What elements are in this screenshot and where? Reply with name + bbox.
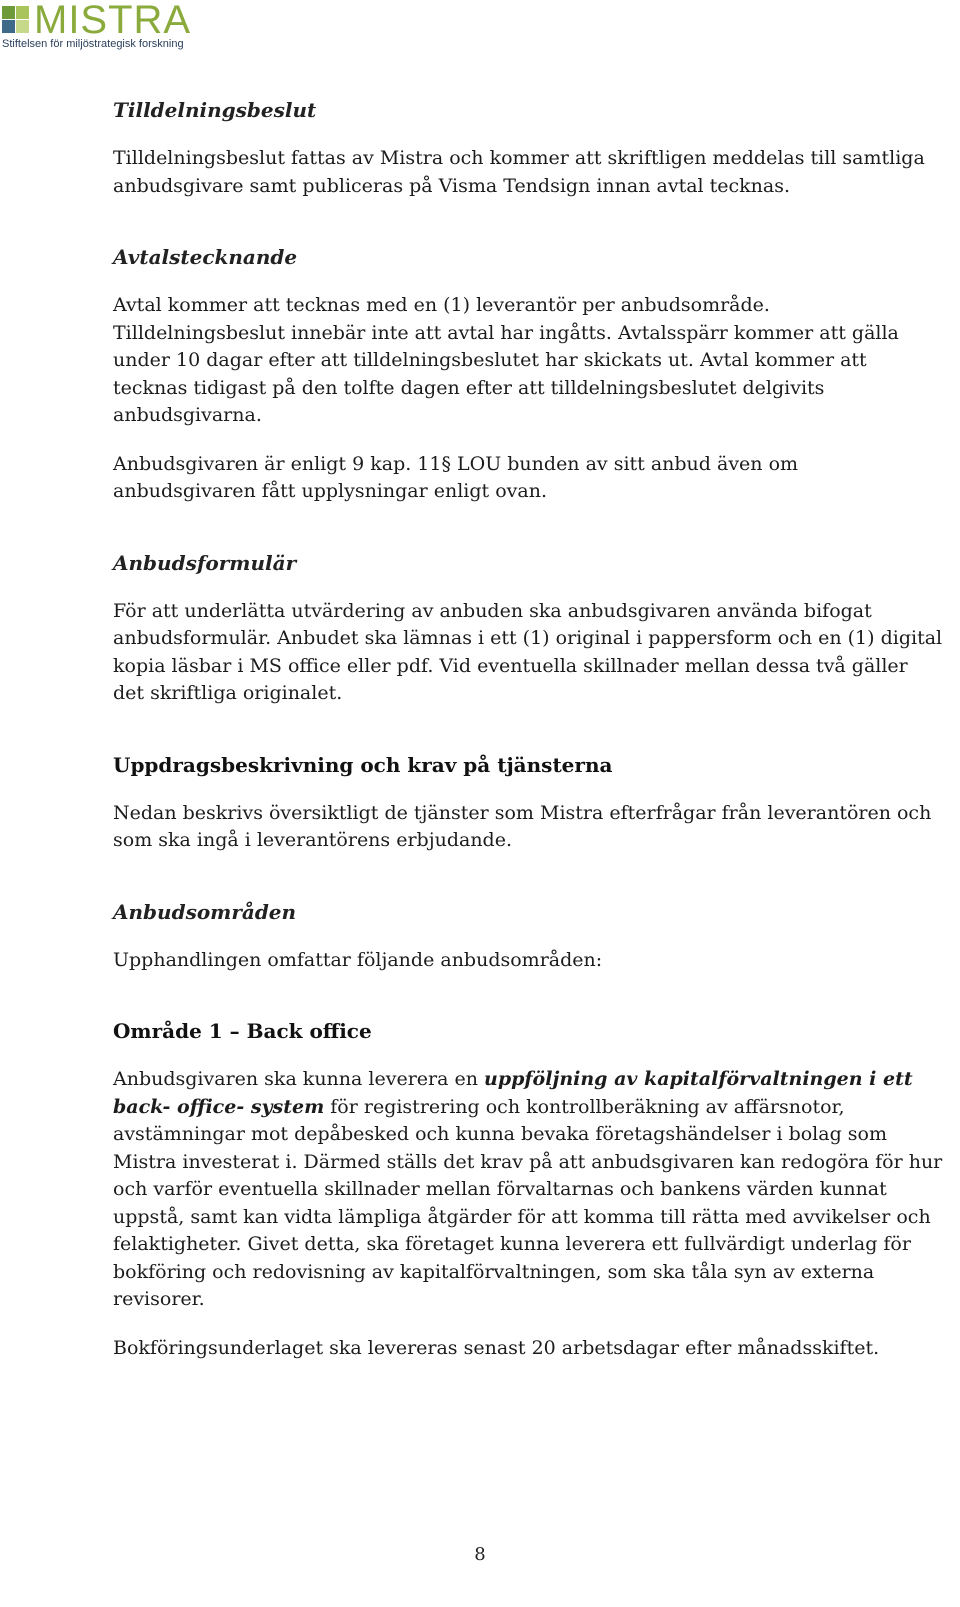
heading-omrade-1: Område 1 – Back office [113, 1019, 372, 1043]
heading-uppdragsbeskrivning: Uppdragsbeskrivning och krav på tjänsterna [113, 752, 613, 777]
mistra-logo [0, 0, 200, 56]
heading-anbudsomraden: Anbudsområden [113, 899, 297, 924]
paragraph-anbudsformular: För att underlätta utvärdering av anbuden ska anbudsgivaren använda bifogat anbudsformulär. Anbudet ska lämnas i ett (1) original i pappersform och en (1) digital kopia läsbar i MS office eller pdf. Vid eventuella skillnader mellan dessa två gäller det skriftliga originalet. [113, 599, 943, 704]
paragraph-tilldelningsbeslut: Tilldelningsbeslut fattas av Mistra och kommer att skriftligen meddelas till samtliga anbudsgivare samt publiceras på Visma Tendsign innan avtal tecknas. [113, 147, 925, 197]
paragraph-omrade-1-lead: Anbudsgivaren ska kunna leverera en [113, 1068, 484, 1090]
document-body [113, 96, 943, 1362]
paragraph-anbudsomraden: Upphandlingen omfattar följande anbudsområden: [113, 948, 603, 971]
paragraph-omrade-1-emphasis: uppföljning av kapitalförvaltningen i ett back- office- system [113, 1068, 913, 1118]
paragraph-avtalstecknande-1: Avtal kommer att tecknas med en (1) leverantör per anbudsområde. Tilldelningsbeslut innebär inte att avtal har ingåtts. Avtalsspärr kommer att gälla under 10 dagar efter att tilldelningsbeslutet har skickats ut. Avtal kommer att tecknas tidigast på den tolfte dagen efter att tilldelningsbeslutet delgivits anbudsgivarna. [113, 294, 899, 426]
paragraph-uppdragsbeskrivning: Nedan beskrivs översiktligt de tjänster som Mistra efterfrågar från leverantören och som ska ingå i leverantörens erbjudande. [113, 801, 932, 851]
heading-tilldelningsbeslut: Tilldelningsbeslut [113, 98, 317, 122]
paragraph-avtalstecknande-2: Anbudsgivaren är enligt 9 kap. 11§ LOU bunden av sitt anbud även om anbudsgivaren fått upplysningar enligt ovan. [113, 452, 799, 502]
logo-wordmark: MISTRA [34, 0, 192, 42]
mistra-logo-mark-icon [2, 6, 30, 34]
paragraph-omrade-1-rest: för registrering och kontrollberäkning av affärsnotor, avstämningar mot depåbesked och kunna bevaka företagshändelser i bolag som Mistra investerat i. Därmed ställs det krav på att anbudsgivaren kan redogöra för hur och varför eventuella skillnader mellan förvaltarnas och bankens värden kunnat uppstå, samt kan vidta lämpliga åtgärder för att komma till rätta med avvikelser och felaktigheter. Givet detta, ska företaget kunna leverera ett fullvärdigt underlag för bokföring och redovisning av kapitalförvaltningen, som ska tåla syn av externa revisorer. [113, 1095, 943, 1310]
heading-anbudsformular: Anbudsformulär [113, 550, 297, 575]
logo-tagline: Stiftelsen för miljöstrategisk forskning [2, 38, 184, 50]
paragraph-bokforingsunderlag: Bokföringsunderlaget ska levereras senast 20 arbetsdagar efter månadsskiftet. [113, 1336, 880, 1359]
page-number: 8 [474, 1544, 486, 1565]
heading-avtalstecknande: Avtalstecknande [113, 245, 298, 269]
paragraph-omrade-1 [113, 1066, 943, 1314]
